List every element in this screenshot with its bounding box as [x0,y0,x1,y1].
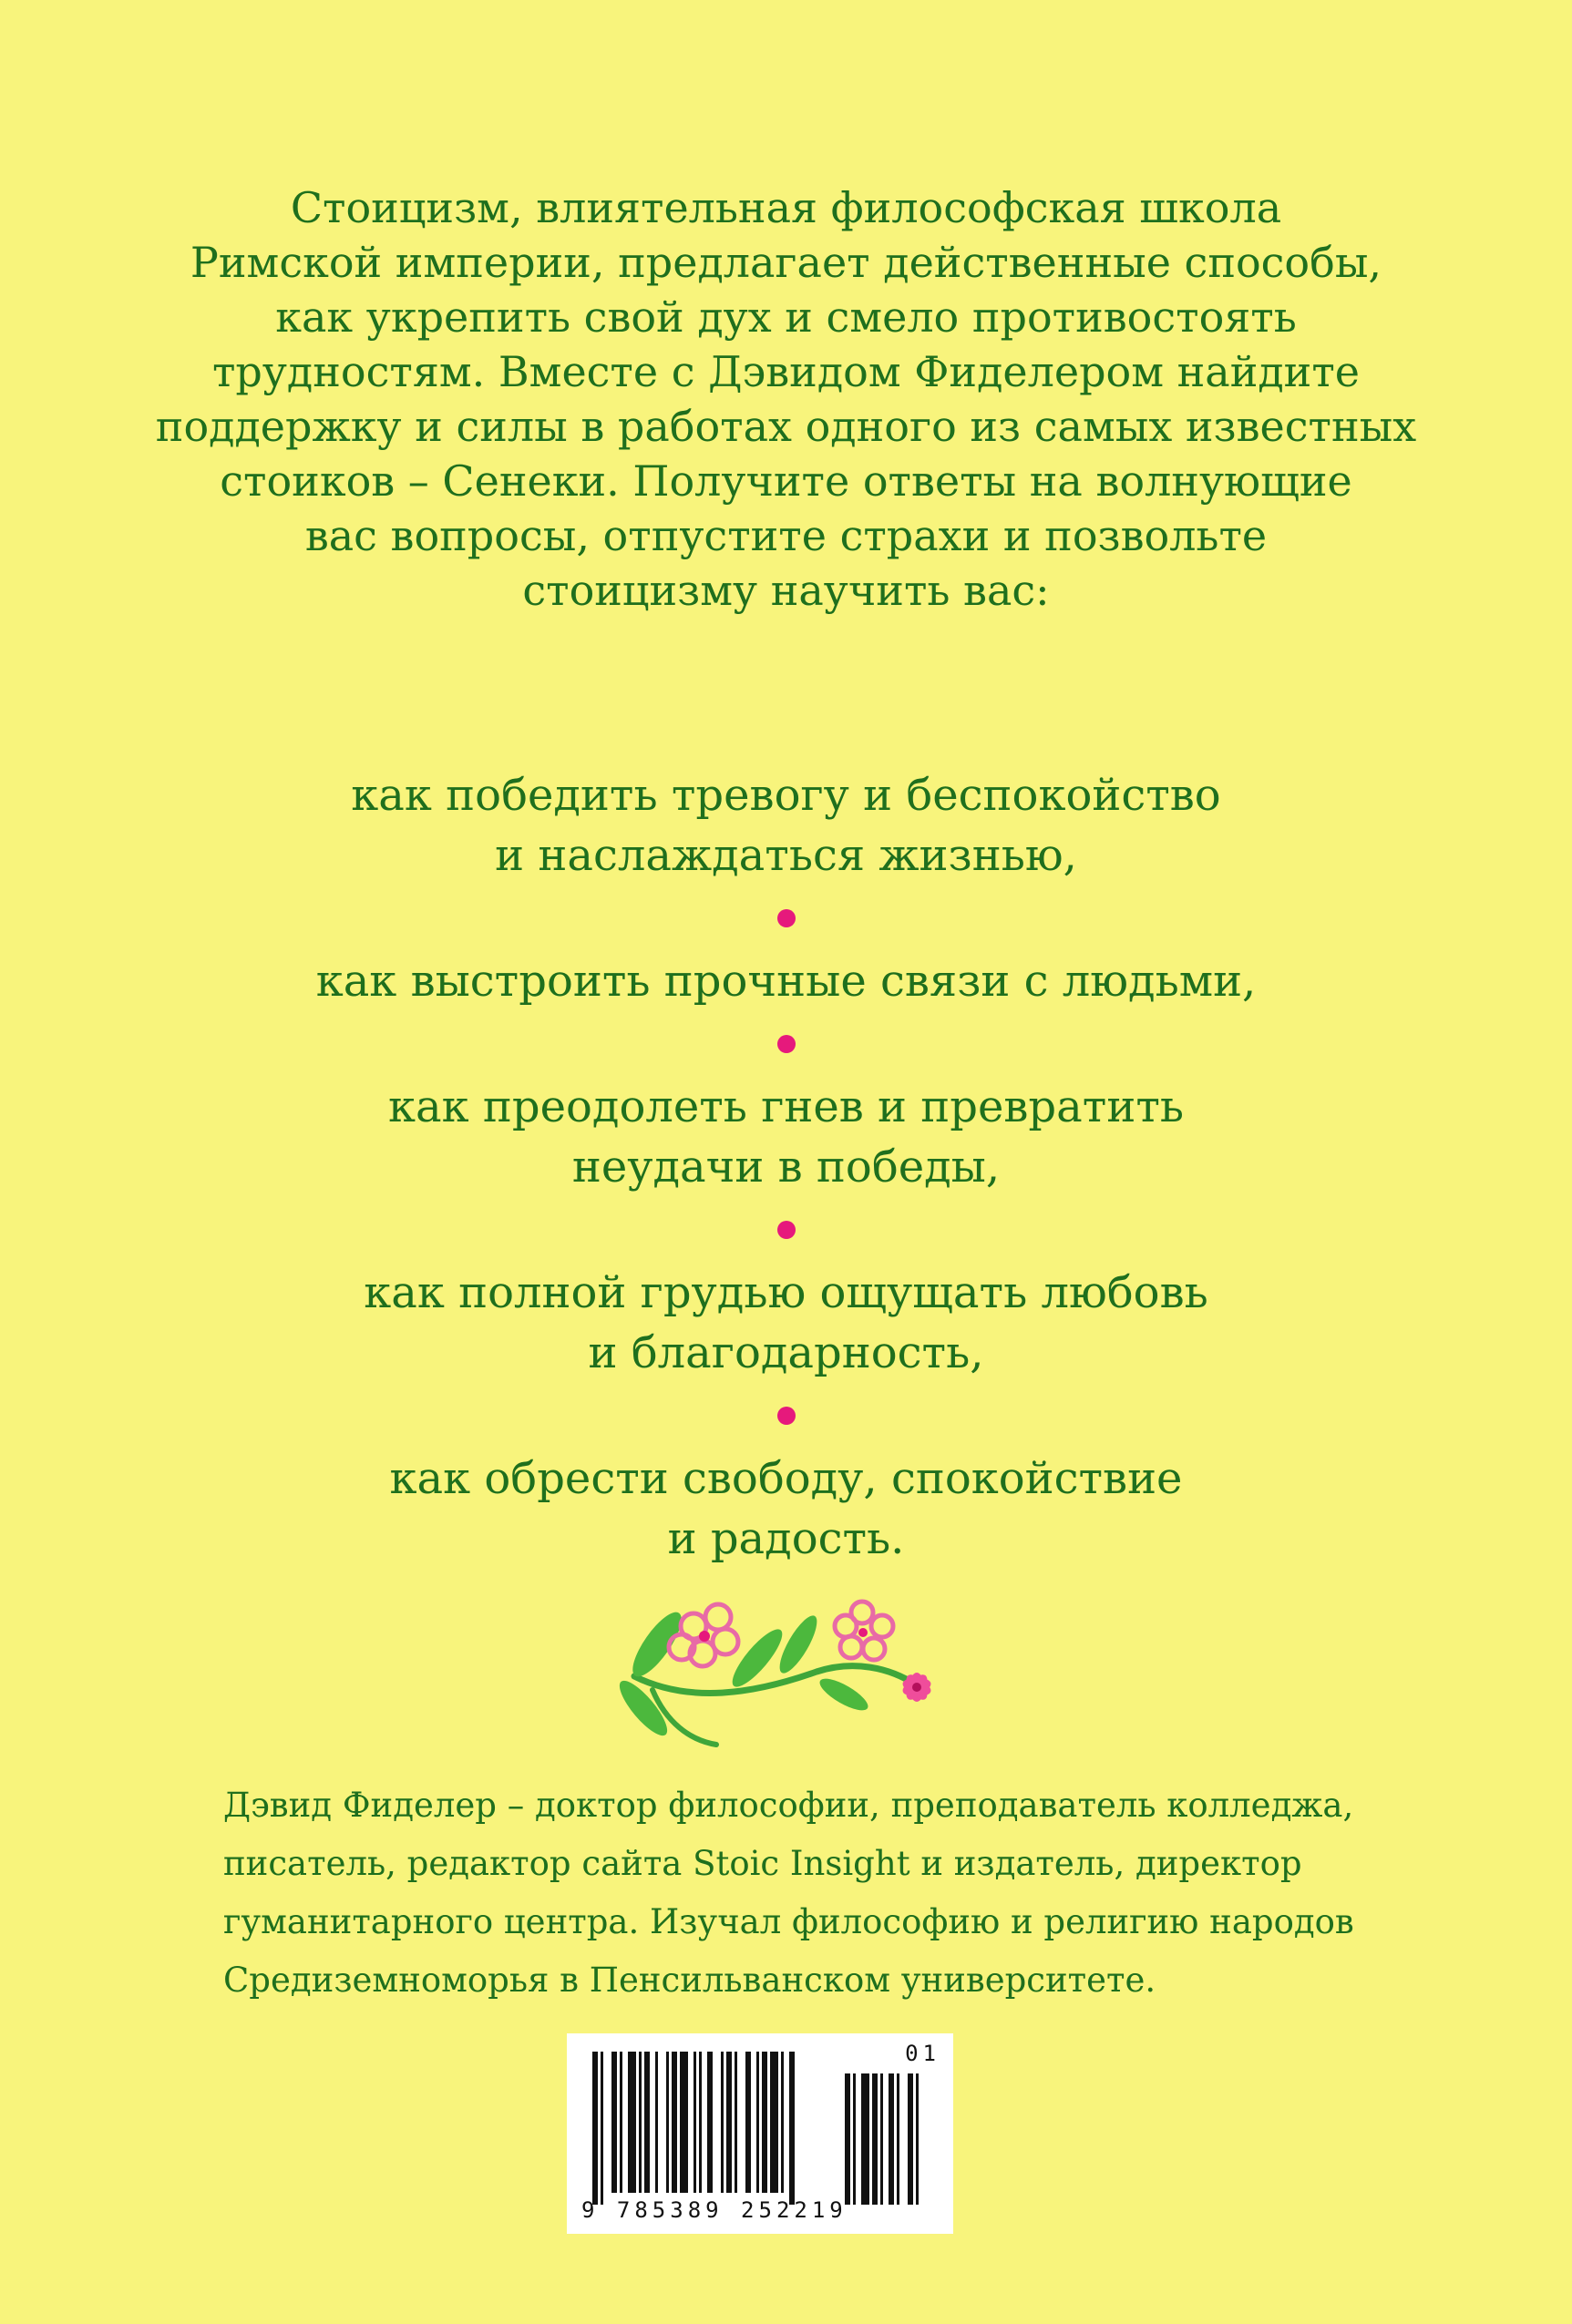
list-item [0,1077,1572,1197]
bullet-dot-icon [777,909,796,927]
barcode-bar [655,2052,658,2193]
barcode-bar [644,2052,650,2193]
list-item-line: как полной грудью ощущать любовь [364,1267,1208,1318]
barcode-bar [770,2052,778,2193]
bio-line: Дэвид Фиделер – доктор философии, преподаватель колледжа, [223,1786,1354,1825]
barcode-addon-bar [845,2073,850,2205]
barcode-bar [745,2052,751,2193]
list-item-line: как победить тревогу и беспокойство [351,770,1221,821]
intro-line: как укрепить свой дух и смело противостоять [275,292,1297,342]
list-item [0,1263,1572,1383]
barcode-bar [699,2052,702,2193]
barcode-bar [672,2052,677,2193]
flower-branch-icon [616,1585,953,1758]
isbn-number: 9 785389 252219 [581,2197,848,2223]
author-bio [223,1776,1353,2010]
list-item-line: неудачи в победы, [571,1142,1001,1193]
barcode-addon-bar [880,2073,883,2205]
barcode-addon-bar [853,2073,856,2205]
intro-line: Стоицизм, влиятельная философская школа [290,183,1282,232]
list-item [0,951,1572,1011]
intro-line: Римской империи, предлагает действенные способы, [190,238,1382,287]
list-item-line: и радость. [667,1513,905,1564]
barcode-bar [680,2052,688,2193]
barcode-bar [666,2052,669,2193]
intro-paragraph [0,180,1572,618]
barcode-bar [601,2052,603,2205]
barcode-addon-bar [897,2073,899,2205]
barcode-bar [707,2052,713,2193]
list-item-line: как выстроить прочные связи с людьми, [315,956,1257,1007]
barcode-addon-bar [889,2073,894,2205]
intro-line: стоиков – Сенеки. Получите ответы на волнующие [220,456,1352,506]
barcode-bar [620,2052,622,2193]
bio-line: писатель, редактор сайта Stoic Insight и издатель, директор [223,1844,1302,1883]
benefits-list [0,765,1572,1569]
intro-line: поддержку и силы в работах одного из самых известных [155,402,1417,451]
barcode-bar [694,2052,696,2193]
bullet-dot-icon [777,1221,796,1239]
barcode-bar [756,2052,759,2193]
barcode-bar [639,2052,642,2193]
list-item [0,1449,1572,1569]
bio-line: гуманитарного центра. Изучал философию и религию народов [223,1902,1354,1941]
barcode-addon-bar [872,2073,878,2205]
intro-line: трудностям. Вместе с Дэвидом Фиделером найдите [211,347,1361,396]
bullet-dot-icon [777,1035,796,1053]
intro-line: стоицизму научить вас: [522,566,1050,615]
barcode-addon-number: 01 [905,2041,940,2066]
intro-line: вас вопросы, отпустите страхи и позвольте [304,511,1268,560]
list-item-line: и благодарность, [588,1327,984,1378]
barcode-bar [628,2052,636,2193]
barcode-addon-bar [916,2073,919,2205]
barcode-addon-bar [908,2073,913,2205]
list-item-line: как преодолеть гнев и превратить [388,1081,1184,1132]
barcode-bar [762,2052,767,2193]
barcode-bar [611,2052,617,2193]
barcode-addon-bar [861,2073,869,2205]
list-item-line: как обрести свободу, спокойствие [389,1453,1183,1504]
barcode-bar [735,2052,737,2193]
barcode-bar [726,2052,732,2193]
barcode-bar [721,2052,724,2193]
barcode-bar [592,2052,598,2205]
list-item [0,765,1572,886]
isbn-barcode [567,2033,953,2234]
bio-line: Средиземноморья в Пенсильванском университете. [223,1961,1156,2000]
barcode-bar [781,2052,784,2193]
barcode-bar [789,2052,795,2205]
bullet-dot-icon [777,1407,796,1425]
list-item-line: и наслаждаться жизнью, [495,830,1077,881]
